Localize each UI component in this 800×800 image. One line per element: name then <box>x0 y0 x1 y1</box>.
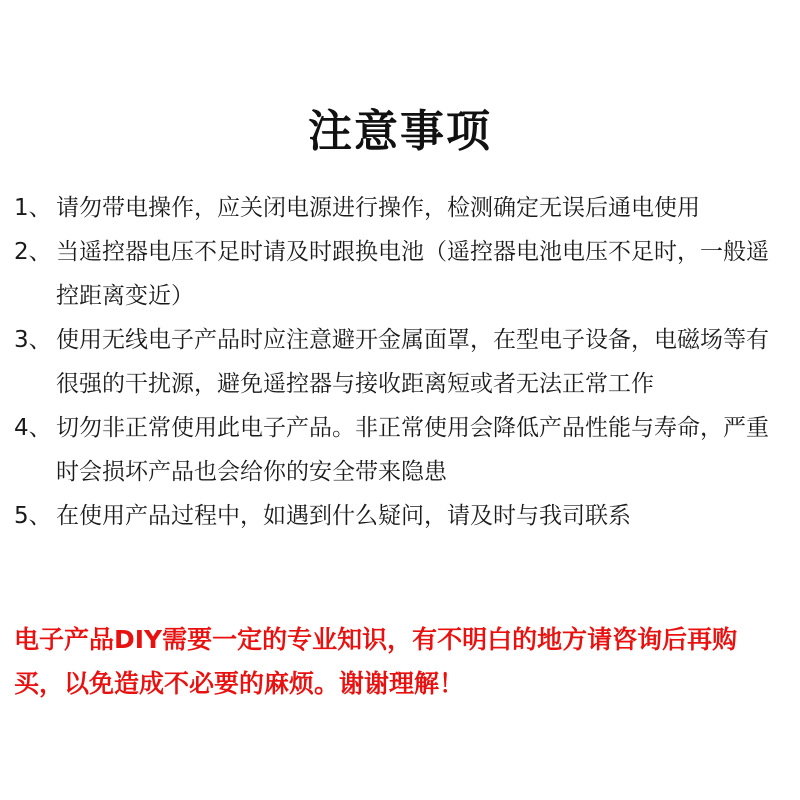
note-text: 当遥控器电压不足时请及时跟换电池（遥控器电池电压不足时，一般遥控距离变近） <box>56 239 769 309</box>
note-item-5 <box>14 494 774 538</box>
page-title: 注意事项 <box>308 106 492 157</box>
note-number: 2、 <box>14 239 52 265</box>
note-number: 4、 <box>14 415 52 441</box>
note-text: 使用无线电子产品时应注意避开金属面罩，在型电子设备，电磁场等有很强的干扰源，避免遥控器与接收距离短或者无法正常工作 <box>56 327 769 397</box>
note-item-4 <box>14 406 774 494</box>
note-item-3 <box>14 318 774 406</box>
note-text: 切勿非正常使用此电子产品。非正常使用会降低产品性能与寿命，严重时会损坏产品也会给你的安全带来隐患 <box>56 415 769 485</box>
note-text: 在使用产品过程中，如遇到什么疑问，请及时与我司联系 <box>56 503 631 529</box>
note-number: 1、 <box>14 195 52 221</box>
note-item-1 <box>14 186 774 230</box>
warning-notice: 电子产品DIY需要一定的专业知识，有不明白的地方请咨询后再购买，以免造成不必要的麻烦。谢谢理解！ <box>14 625 738 698</box>
notes-list <box>14 186 774 538</box>
note-number: 5、 <box>14 503 52 529</box>
note-text: 请勿带电操作，应关闭电源进行操作，检测确定无误后通电使用 <box>56 195 700 221</box>
note-number: 3、 <box>14 327 52 353</box>
note-item-2 <box>14 230 774 318</box>
